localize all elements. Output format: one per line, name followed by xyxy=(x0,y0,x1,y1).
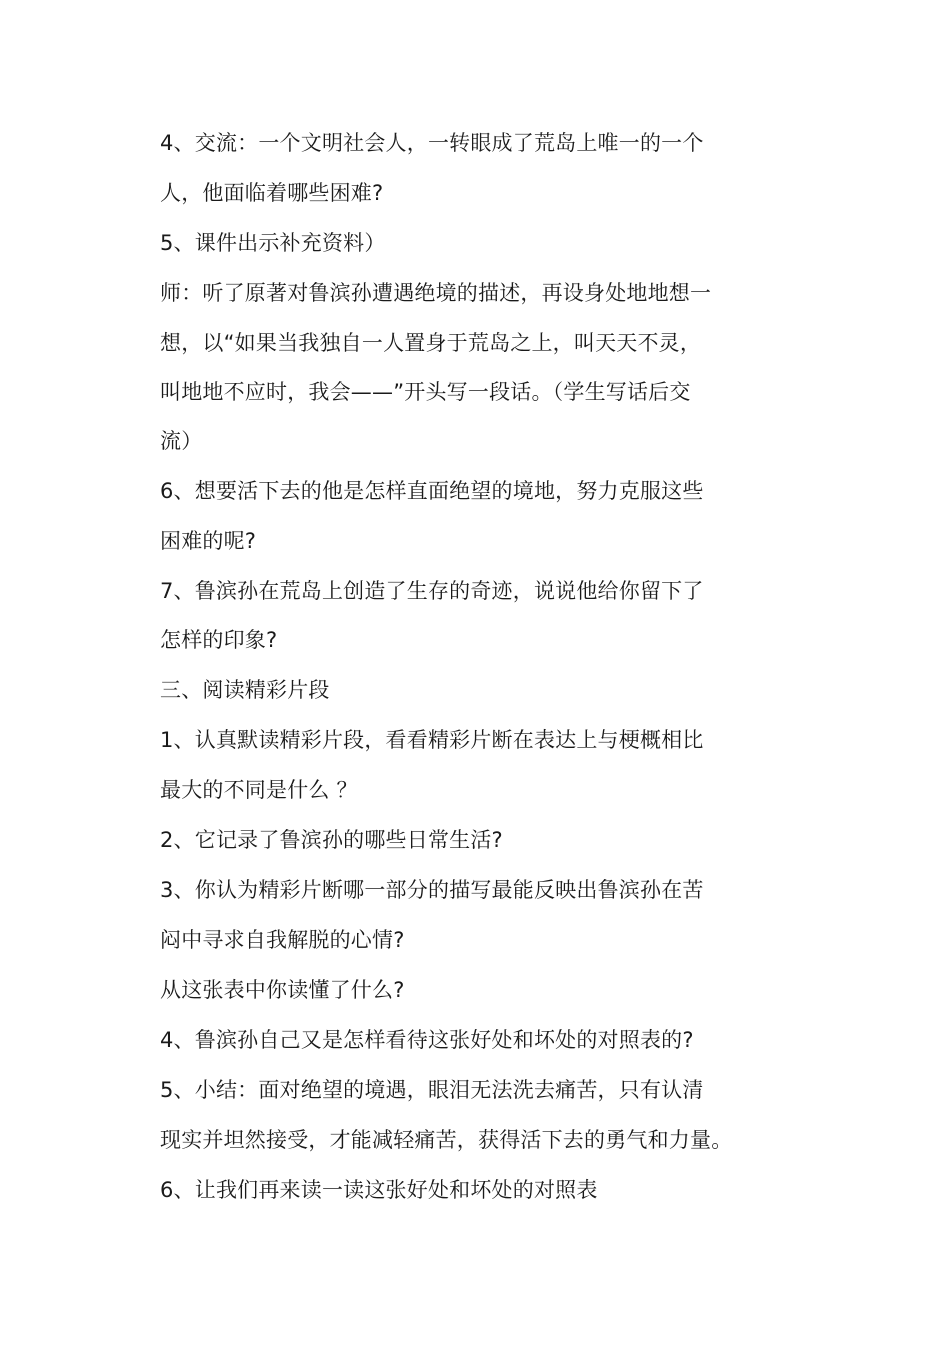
text-line: 1、认真默读精彩片段，看看精彩片断在表达上与梗概相比 xyxy=(160,728,704,752)
text-line: 最大的不同是什么 ？ xyxy=(160,778,358,802)
text-line: 闷中寻求自我解脱的心情? xyxy=(160,928,405,952)
text-line: 想，以“如果当我独自一人置身于荒岛之上，叫天天不灵， xyxy=(160,331,702,355)
text-line: 3、你认为精彩片断哪一部分的描写最能反映出鲁滨孙在苦 xyxy=(160,878,704,902)
text-line: 困难的呢? xyxy=(160,529,257,553)
text-line: 4、交流：一个文明社会人，一转眼成了荒岛上唯一的一个 xyxy=(160,131,704,155)
text-line: 2、它记录了鲁滨孙的哪些日常生活? xyxy=(160,828,503,852)
text-line: 人，他面临着哪些困难? xyxy=(160,181,384,205)
text-line: 6、想要活下去的他是怎样直面绝望的境地，努力克服这些 xyxy=(160,479,704,503)
section-heading: 三、阅读精彩片段 xyxy=(160,678,330,702)
text-line: 师：听了原著对鲁滨孙遭遇绝境的描述，再设身处地地想一 xyxy=(160,281,712,305)
text-line: 怎样的印象? xyxy=(160,628,278,652)
text-line: 叫地地不应时，我会——”开头写一段话。（学生写话后交 xyxy=(160,380,691,404)
text-line: 6、让我们再来读一读这张好处和坏处的对照表 xyxy=(160,1178,598,1202)
text-line: 4、鲁滨孙自己又是怎样看待这张好处和坏处的对照表的? xyxy=(160,1028,694,1052)
text-line: 5、课件出示补充资料） xyxy=(160,231,386,255)
text-line: 从这张表中你读懂了什么? xyxy=(160,978,405,1002)
text-line: 流） xyxy=(160,429,203,453)
text-line: 5、小结：面对绝望的境遇，眼泪无法洗去痛苦，只有认清 xyxy=(160,1078,704,1102)
text-line: 7、鲁滨孙在荒岛上创造了生存的奇迹，说说他给你留下了 xyxy=(160,579,704,603)
text-line: 现实并坦然接受，才能减轻痛苦，获得活下去的勇气和力量。 xyxy=(160,1128,733,1152)
